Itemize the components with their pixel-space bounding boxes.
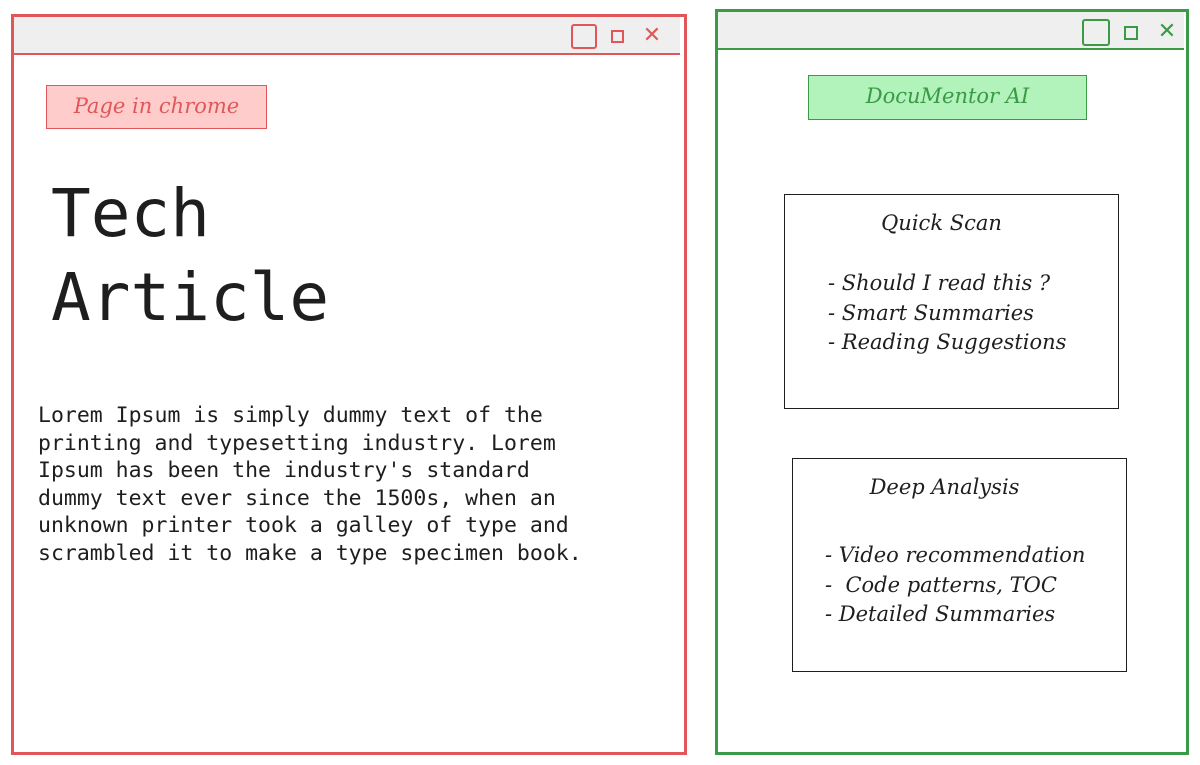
list-item: - Reading Suggestions (828, 330, 1067, 354)
browser-window (11, 14, 687, 755)
page-in-chrome-label: Page in chrome (46, 85, 267, 129)
close-icon[interactable]: ✕ (1157, 19, 1177, 44)
minimize-icon[interactable] (1124, 26, 1138, 40)
list-item: - Code patterns, TOC (825, 572, 1057, 597)
minimize-icon[interactable] (611, 30, 624, 43)
list-item: - Video recommendation (825, 543, 1086, 567)
article-title: Tech Article (51, 175, 330, 336)
maximize-icon[interactable] (1082, 19, 1110, 46)
maximize-icon[interactable] (571, 24, 597, 49)
documentor-window (715, 9, 1189, 755)
deep-analysis-card[interactable] (792, 458, 1127, 672)
quick-scan-title: Quick Scan (881, 211, 1002, 235)
deep-analysis-title: Deep Analysis (869, 475, 1020, 499)
list-item: - Should I read this ? (828, 271, 1051, 295)
close-icon[interactable]: ✕ (642, 23, 662, 48)
article-body: Lorem Ipsum is simply dummy text of the printing and typesetting industry. Lorem Ipsum has been the industry's standard dummy text ever since the 1500s, when an unknown printer took a galley of type and scrambled it to make a type specimen book. (38, 403, 582, 566)
documentor-titlebar (718, 12, 1184, 50)
browser-titlebar (14, 17, 680, 55)
list-item: - Smart Summaries (828, 300, 1034, 325)
documentor-ai-label: DocuMentor AI (808, 75, 1087, 120)
deep-analysis-list (825, 541, 1085, 630)
quick-scan-list (828, 269, 1066, 358)
list-item: - Detailed Summaries (825, 602, 1056, 626)
quick-scan-card[interactable] (784, 194, 1119, 409)
